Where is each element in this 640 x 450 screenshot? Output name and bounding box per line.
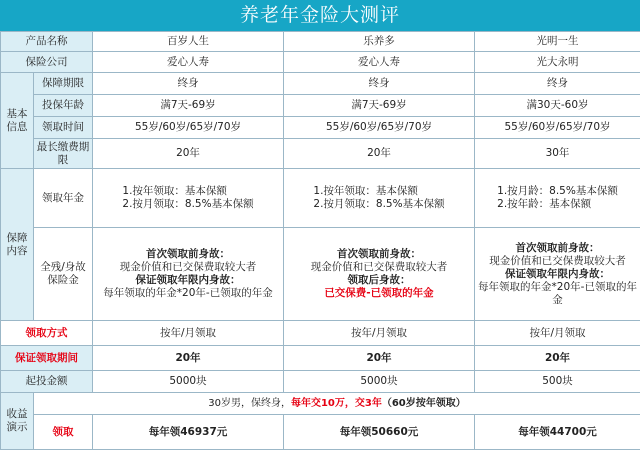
row-min-amount [1, 371, 640, 393]
cell-max-pay-3: 30年 [475, 139, 640, 169]
cell-claim-2: 每年领50660元 [284, 415, 475, 450]
label-min-amount: 起投金额 [1, 371, 93, 393]
row-death-benefit [1, 228, 640, 321]
cell-min-1: 5000块 [93, 371, 284, 393]
cell-annuity-1 [93, 169, 284, 228]
death-line-4: 每年领取的年金*20年-已领取的年金 [95, 287, 281, 300]
label-yield-demo: 收益演示 [1, 393, 34, 450]
death-line-2: 现金价值和已交保费取较大者 [95, 261, 281, 274]
cell-term-1: 终身 [93, 73, 284, 95]
cell-company-3: 光大永明 [475, 52, 640, 73]
label-claim: 领取 [34, 415, 93, 450]
death-line-4: 已交保费-已领取的年金 [286, 287, 472, 300]
annuity-line-1: 1.按月龄：8.5%基本保额 [497, 185, 618, 198]
label-company: 保险公司 [1, 52, 93, 73]
cell-method-1: 按年/月领取 [93, 321, 284, 346]
row-claim-time [1, 117, 640, 139]
demo-note-prefix: 30岁男，保终身， [208, 398, 291, 409]
cell-age-2: 满7天-69岁 [284, 95, 475, 117]
cell-min-2: 5000块 [284, 371, 475, 393]
label-claim-method: 领取方式 [1, 321, 93, 346]
cell-method-2: 按年/月领取 [284, 321, 475, 346]
death-line-2: 现金价值和已交保费取较大者 [477, 255, 638, 268]
label-basic-info: 基本信息 [1, 73, 34, 169]
row-claim-method [1, 321, 640, 346]
cell-annuity-3 [475, 169, 640, 228]
cell-guarantee-2: 20年 [284, 346, 475, 371]
comparison-table [0, 31, 640, 450]
cell-guarantee-3: 20年 [475, 346, 640, 371]
cell-company-1: 爱心人寿 [93, 52, 284, 73]
cell-max-pay-1: 20年 [93, 139, 284, 169]
row-product-name [1, 32, 640, 52]
cell-age-3: 满30天-60岁 [475, 95, 640, 117]
death-line-4: 每年领取的年金*20年-已领取的年金 [477, 281, 638, 307]
cell-claim-time-3: 55岁/60岁/65岁/70岁 [475, 117, 640, 139]
row-age [1, 95, 640, 117]
label-product-name: 产品名称 [1, 32, 93, 52]
annuity-line-1: 1.按年领取：基本保额 [122, 185, 253, 198]
row-demo-note [1, 393, 640, 415]
cell-guarantee-1: 20年 [93, 346, 284, 371]
death-line-3: 领取后身故： [286, 274, 472, 287]
row-max-pay [1, 139, 640, 169]
cell-death-1 [93, 228, 284, 321]
label-term: 保障期限 [34, 73, 93, 95]
label-max-pay: 最长缴费期限 [34, 139, 93, 169]
label-guarantee: 保证领取期间 [1, 346, 93, 371]
death-line-1: 首次领取前身故： [286, 248, 472, 261]
label-death-benefit: 全残/身故保险金 [34, 228, 93, 321]
cell-term-2: 终身 [284, 73, 475, 95]
label-protection: 保障内容 [1, 169, 34, 321]
annuity-line-2: 2.按月领取：8.5%基本保额 [313, 198, 444, 211]
cell-death-3 [475, 228, 640, 321]
cell-min-3: 500块 [475, 371, 640, 393]
row-term [1, 73, 640, 95]
cell-method-3: 按年/月领取 [475, 321, 640, 346]
cell-annuity-2 [284, 169, 475, 228]
death-line-2: 现金价值和已交保费取较大者 [286, 261, 472, 274]
label-annuity: 领取年金 [34, 169, 93, 228]
row-claim [1, 415, 640, 450]
row-guarantee [1, 346, 640, 371]
death-line-1: 首次领取前身故： [95, 248, 281, 261]
cell-max-pay-2: 20年 [284, 139, 475, 169]
cell-name-3: 光明一生 [475, 32, 640, 52]
cell-age-1: 满7天-69岁 [93, 95, 284, 117]
page-title: 养老年金险大测评 [0, 0, 640, 31]
cell-name-2: 乐养多 [284, 32, 475, 52]
death-line-3: 保证领取年限内身故： [477, 268, 638, 281]
label-claim-time: 领取时间 [34, 117, 93, 139]
cell-claim-3: 每年领44700元 [475, 415, 640, 450]
cell-term-3: 终身 [475, 73, 640, 95]
label-age: 投保年龄 [34, 95, 93, 117]
demo-note-suffix: （60岁按年领取） [382, 398, 466, 409]
demo-note [34, 393, 640, 415]
annuity-line-1: 1.按年领取：基本保额 [313, 185, 444, 198]
death-line-1: 首次领取前身故： [477, 242, 638, 255]
cell-death-2 [284, 228, 475, 321]
demo-note-highlight: 每年交10万，交3年 [291, 398, 382, 409]
row-annuity [1, 169, 640, 228]
cell-claim-time-1: 55岁/60岁/65岁/70岁 [93, 117, 284, 139]
cell-claim-1: 每年领46937元 [93, 415, 284, 450]
cell-claim-time-2: 55岁/60岁/65岁/70岁 [284, 117, 475, 139]
annuity-line-2: 2.按月领取：8.5%基本保额 [122, 198, 253, 211]
death-line-3: 保证领取年限内身故： [95, 274, 281, 287]
cell-name-1: 百岁人生 [93, 32, 284, 52]
row-company [1, 52, 640, 73]
cell-company-2: 爱心人寿 [284, 52, 475, 73]
annuity-line-2: 2.按年龄：基本保额 [497, 198, 618, 211]
